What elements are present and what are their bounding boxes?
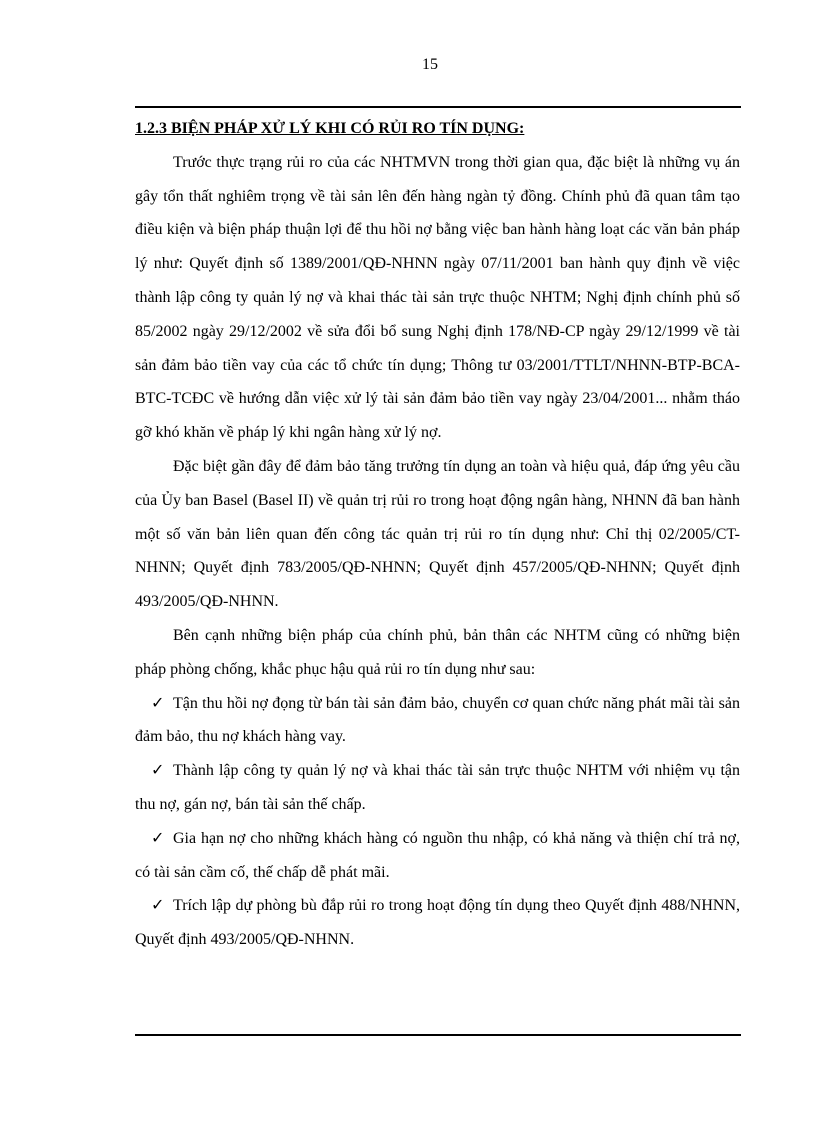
checkmark-icon: ✓ bbox=[151, 762, 165, 780]
paragraph: Đặc biệt gần đây để đảm bảo tăng trưởng tín dụng an toàn và hiệu quả, đáp ứng yêu cầu của Ủy ban Basel (Basel II) về quản trị rủi ro trong hoạt động ngân hàng, NHNN đã ban hành một số văn bản liên quan đến công tác quản trị rủi ro tín dụng như: Chỉ thị 02/2005/CT-NHNN; Quyết định 783/2005/QĐ-NHNN; Quyết định 457/2005/QĐ-NHNN; Quyết định 493/2005/QĐ-NHNN. bbox=[135, 457, 740, 611]
bullet-item bbox=[135, 889, 740, 957]
footer-divider bbox=[135, 1034, 741, 1036]
checkmark-icon: ✓ bbox=[151, 694, 165, 712]
checkmark-icon: ✓ bbox=[151, 829, 165, 847]
bullet-text: Thành lập công ty quản lý nợ và khai thác tài sản trực thuộc NHTM với nhiệm vụ tận thu nợ, gán nợ, bán tài sản thế chấp. bbox=[135, 762, 740, 813]
paragraph: Trước thực trạng rủi ro của các NHTMVN trong thời gian qua, đặc biệt là những vụ án gây tổn thất nghiêm trọng về tài sản lên đến hàng ngàn tỷ đồng. Chính phủ đã quan tâm tạo điều kiện và biện pháp thuận lợi để thu hồi nợ bằng việc ban hành hàng loạt các văn bản pháp lý như: Quyết định số 1389/2001/QĐ-NHNN ngày 07/11/2001 ban hành quy định về việc thành lập công ty quản lý nợ và khai thác tài sản trực thuộc NHTM; Nghị định chính phủ số 85/2002 ngày 29/12/2002 về sửa đổi bổ sung Nghị định 178/NĐ-CP ngày 29/12/1999 về tài sản đảm bảo tiền vay của các tổ chức tín dụng; Thông tư 03/2001/TTLT/NHNN-BTP-BCA-BTC-TCĐC về hướng dẫn việc xử lý tài sản đảm bảo tiền vay ngày 23/04/2001... nhằm tháo gỡ khó khăn về pháp lý khi ngân hàng xử lý nợ. bbox=[135, 153, 740, 442]
bullet-item bbox=[135, 822, 740, 890]
bullet-item bbox=[135, 754, 740, 822]
bullet-item bbox=[135, 687, 740, 755]
bullet-text: Trích lập dự phòng bù đắp rủi ro trong hoạt động tín dụng theo Quyết định 488/NHNN, Quyết định 493/2005/QĐ-NHNN. bbox=[135, 897, 740, 949]
checkmark-icon: ✓ bbox=[151, 897, 165, 915]
bullet-text: Gia hạn nợ cho những khách hàng có nguồn thu nhập, có khả năng và thiện chí trả nợ, có tài sản cầm cố, thế chấp dễ phát mãi. bbox=[135, 829, 740, 881]
document-body bbox=[135, 112, 740, 957]
page-number: 15 bbox=[422, 56, 438, 73]
paragraph: Bên cạnh những biện pháp của chính phủ, bản thân các NHTM cũng có những biện pháp phòng chống, khắc phục hậu quả rủi ro tín dụng như sau: bbox=[135, 626, 740, 678]
header-divider bbox=[135, 106, 741, 108]
section-heading: 1.2.3 BIỆN PHÁP XỬ LÝ KHI CÓ RỦI RO TÍN DỤNG: bbox=[135, 120, 525, 137]
bullet-text: Tận thu hồi nợ đọng từ bán tài sản đảm bảo, chuyển cơ quan chức năng phát mãi tài sản đảm bảo, thu nợ khách hàng vay. bbox=[135, 694, 740, 746]
